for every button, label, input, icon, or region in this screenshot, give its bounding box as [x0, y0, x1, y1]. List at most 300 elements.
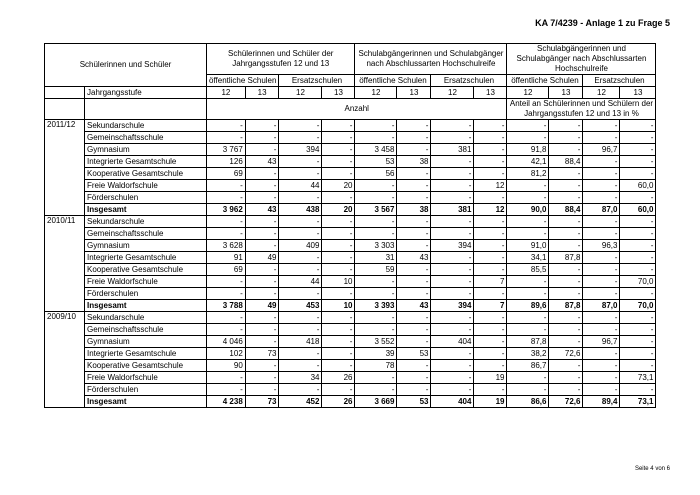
value-cell: -	[583, 384, 620, 396]
value-cell: -	[322, 384, 355, 396]
value-cell: 43	[245, 156, 279, 168]
value-cell: -	[207, 288, 246, 300]
value-cell: 38	[397, 204, 431, 216]
value-cell: -	[583, 228, 620, 240]
value-cell: -	[207, 120, 246, 132]
value-cell: 87,8	[507, 336, 549, 348]
value-cell: 381	[431, 144, 474, 156]
subgroup-public: öffentliche Schulen	[355, 75, 431, 87]
value-cell: 88,4	[549, 204, 583, 216]
value-cell: -	[322, 144, 355, 156]
value-cell: -	[549, 324, 583, 336]
value-cell: -	[245, 264, 279, 276]
value-cell: -	[207, 372, 246, 384]
value-cell: 452	[279, 396, 322, 408]
value-cell: 96,7	[583, 144, 620, 156]
value-cell: -	[245, 216, 279, 228]
table-row	[45, 228, 656, 240]
subgroup-private: Ersatzschulen	[279, 75, 355, 87]
value-cell: 86,7	[507, 360, 549, 372]
unit-row	[45, 99, 656, 120]
value-cell: -	[474, 348, 507, 360]
school-year: 2009/10	[45, 312, 85, 408]
school-type-label: Freie Waldorfschule	[85, 180, 207, 192]
value-cell: -	[322, 252, 355, 264]
value-cell: 91,0	[507, 240, 549, 252]
value-cell: -	[397, 180, 431, 192]
school-type-label: Freie Waldorfschule	[85, 372, 207, 384]
table-row	[45, 360, 656, 372]
value-cell: -	[549, 240, 583, 252]
value-cell: -	[207, 216, 246, 228]
table-row	[45, 288, 656, 300]
value-cell: -	[397, 384, 431, 396]
value-cell: -	[279, 264, 322, 276]
value-cell: 12	[474, 180, 507, 192]
value-cell: -	[397, 336, 431, 348]
value-cell: -	[474, 216, 507, 228]
school-type-label: Kooperative Gesamtschule	[85, 168, 207, 180]
value-cell: -	[397, 312, 431, 324]
value-cell: -	[397, 360, 431, 372]
value-cell: -	[583, 264, 620, 276]
value-cell: 70,0	[620, 300, 656, 312]
value-cell: -	[431, 288, 474, 300]
unit-anteil: Anteil an Schülerinnen und Schülern der Jahrgangsstufen 12 und 13 in %	[507, 99, 656, 120]
value-cell: -	[397, 192, 431, 204]
value-cell: 3 628	[207, 240, 246, 252]
value-cell: -	[397, 132, 431, 144]
school-type-label: Insgesamt	[85, 204, 207, 216]
school-type-label: Insgesamt	[85, 300, 207, 312]
table-row	[45, 156, 656, 168]
value-cell: -	[583, 192, 620, 204]
value-cell: 85,5	[507, 264, 549, 276]
value-cell: -	[431, 324, 474, 336]
value-cell: -	[549, 120, 583, 132]
statistics-table	[44, 43, 656, 408]
jahrgangsstufe-label: Jahrgangsstufe	[85, 87, 207, 99]
value-cell: -	[322, 132, 355, 144]
value-cell: 3 303	[355, 240, 397, 252]
school-type-label: Förderschulen	[85, 384, 207, 396]
value-cell: 10	[322, 300, 355, 312]
value-cell: -	[620, 120, 656, 132]
value-cell: -	[279, 312, 322, 324]
value-cell: 87,8	[549, 252, 583, 264]
value-cell: -	[355, 132, 397, 144]
value-cell: -	[322, 240, 355, 252]
corner-label: Schülerinnen und Schüler	[45, 44, 207, 87]
value-cell: -	[620, 252, 656, 264]
grade-12: 12	[279, 87, 322, 99]
value-cell: 4 046	[207, 336, 246, 348]
empty-cell	[45, 87, 85, 99]
value-cell: 69	[207, 264, 246, 276]
value-cell: -	[397, 216, 431, 228]
value-cell: 91	[207, 252, 246, 264]
value-cell: -	[245, 312, 279, 324]
table-row	[45, 240, 656, 252]
value-cell: -	[322, 324, 355, 336]
value-cell: -	[245, 324, 279, 336]
value-cell: -	[397, 120, 431, 132]
value-cell: 39	[355, 348, 397, 360]
value-cell: -	[355, 216, 397, 228]
value-cell: -	[507, 192, 549, 204]
value-cell: -	[431, 276, 474, 288]
school-type-label: Insgesamt	[85, 396, 207, 408]
value-cell: -	[279, 348, 322, 360]
value-cell: -	[507, 372, 549, 384]
total-row	[45, 204, 656, 216]
value-cell: -	[549, 312, 583, 324]
value-cell: -	[279, 252, 322, 264]
value-cell: -	[245, 120, 279, 132]
value-cell: -	[583, 156, 620, 168]
value-cell: -	[355, 372, 397, 384]
value-cell: -	[474, 168, 507, 180]
value-cell: -	[620, 264, 656, 276]
value-cell: -	[431, 348, 474, 360]
table-row	[45, 168, 656, 180]
value-cell: 88,4	[549, 156, 583, 168]
value-cell: -	[583, 252, 620, 264]
value-cell: -	[474, 132, 507, 144]
table-row	[45, 276, 656, 288]
value-cell: -	[507, 216, 549, 228]
value-cell: 53	[355, 156, 397, 168]
value-cell: -	[245, 372, 279, 384]
value-cell: -	[207, 132, 246, 144]
value-cell: -	[322, 288, 355, 300]
value-cell: 87,0	[583, 300, 620, 312]
grade-header-row	[45, 87, 656, 99]
value-cell: -	[507, 132, 549, 144]
total-row	[45, 300, 656, 312]
value-cell: 90	[207, 360, 246, 372]
school-type-label: Förderschulen	[85, 192, 207, 204]
value-cell: -	[397, 324, 431, 336]
school-year: 2010/11	[45, 216, 85, 312]
value-cell: -	[474, 144, 507, 156]
unit-anzahl: Anzahl	[207, 99, 507, 120]
value-cell: -	[507, 276, 549, 288]
value-cell: -	[431, 156, 474, 168]
value-cell: -	[474, 384, 507, 396]
value-cell: 38	[397, 156, 431, 168]
value-cell: -	[474, 228, 507, 240]
value-cell: -	[322, 216, 355, 228]
value-cell: -	[549, 180, 583, 192]
value-cell: -	[279, 360, 322, 372]
value-cell: 394	[431, 240, 474, 252]
value-cell: 89,4	[583, 396, 620, 408]
value-cell: -	[355, 228, 397, 240]
value-cell: -	[583, 180, 620, 192]
value-cell: -	[431, 228, 474, 240]
value-cell: -	[507, 312, 549, 324]
value-cell: 394	[279, 144, 322, 156]
value-cell: -	[549, 132, 583, 144]
table-row	[45, 324, 656, 336]
value-cell: 12	[474, 204, 507, 216]
value-cell: 44	[279, 180, 322, 192]
value-cell: -	[397, 288, 431, 300]
value-cell: 38,2	[507, 348, 549, 360]
value-cell: -	[279, 168, 322, 180]
value-cell: 7	[474, 300, 507, 312]
value-cell: 418	[279, 336, 322, 348]
value-cell: 53	[397, 348, 431, 360]
value-cell: -	[583, 120, 620, 132]
value-cell: -	[207, 324, 246, 336]
empty-cell	[85, 99, 207, 120]
value-cell: -	[431, 120, 474, 132]
value-cell: -	[620, 336, 656, 348]
value-cell: 96,7	[583, 336, 620, 348]
school-type-label: Gemeinschaftsschule	[85, 324, 207, 336]
value-cell: -	[322, 192, 355, 204]
value-cell: 381	[431, 204, 474, 216]
value-cell: -	[279, 384, 322, 396]
value-cell: -	[431, 384, 474, 396]
value-cell: -	[207, 228, 246, 240]
value-cell: -	[355, 288, 397, 300]
value-cell: -	[245, 132, 279, 144]
value-cell: -	[474, 336, 507, 348]
value-cell: -	[620, 348, 656, 360]
value-cell: 69	[207, 168, 246, 180]
value-cell: 43	[397, 300, 431, 312]
value-cell: -	[583, 168, 620, 180]
value-cell: -	[279, 288, 322, 300]
table-row	[45, 120, 656, 132]
value-cell: -	[322, 264, 355, 276]
value-cell: 70,0	[620, 276, 656, 288]
value-cell: -	[583, 312, 620, 324]
table-row	[45, 336, 656, 348]
empty-cell	[45, 99, 85, 120]
value-cell: 394	[431, 300, 474, 312]
school-type-label: Freie Waldorfschule	[85, 276, 207, 288]
value-cell: -	[474, 324, 507, 336]
value-cell: -	[355, 384, 397, 396]
value-cell: -	[207, 192, 246, 204]
value-cell: -	[620, 312, 656, 324]
value-cell: 91,8	[507, 144, 549, 156]
value-cell: -	[549, 168, 583, 180]
value-cell: 3 552	[355, 336, 397, 348]
value-cell: -	[620, 288, 656, 300]
value-cell: 34,1	[507, 252, 549, 264]
value-cell: -	[279, 192, 322, 204]
value-cell: -	[207, 276, 246, 288]
page-number: Seite 4 von 6	[634, 466, 670, 472]
grade-13: 13	[474, 87, 507, 99]
value-cell: 86,6	[507, 396, 549, 408]
school-type-label: Sekundarschule	[85, 120, 207, 132]
value-cell: -	[207, 312, 246, 324]
value-cell: -	[549, 384, 583, 396]
school-type-label: Kooperative Gesamtschule	[85, 360, 207, 372]
value-cell: 19	[474, 396, 507, 408]
value-cell: 73,1	[620, 372, 656, 384]
value-cell: -	[322, 120, 355, 132]
value-cell: 453	[279, 300, 322, 312]
grade-13: 13	[245, 87, 279, 99]
value-cell: -	[549, 216, 583, 228]
value-cell: -	[620, 324, 656, 336]
value-cell: 87,8	[549, 300, 583, 312]
value-cell: -	[279, 120, 322, 132]
value-cell: -	[322, 360, 355, 372]
value-cell: -	[507, 228, 549, 240]
value-cell: -	[245, 384, 279, 396]
subgroup-private: Ersatzschulen	[431, 75, 507, 87]
value-cell: 49	[245, 300, 279, 312]
subgroup-private: Ersatzschulen	[583, 75, 656, 87]
value-cell: -	[549, 276, 583, 288]
value-cell: -	[474, 120, 507, 132]
value-cell: 59	[355, 264, 397, 276]
value-cell: -	[355, 276, 397, 288]
value-cell: 26	[322, 396, 355, 408]
value-cell: -	[583, 372, 620, 384]
value-cell: 34	[279, 372, 322, 384]
value-cell: -	[549, 264, 583, 276]
value-cell: 3 669	[355, 396, 397, 408]
table-row	[45, 264, 656, 276]
value-cell: 60,0	[620, 204, 656, 216]
school-type-label: Sekundarschule	[85, 216, 207, 228]
value-cell: 26	[322, 372, 355, 384]
value-cell: -	[245, 336, 279, 348]
school-type-label: Kooperative Gesamtschule	[85, 264, 207, 276]
value-cell: -	[431, 264, 474, 276]
value-cell: -	[620, 156, 656, 168]
table-row	[45, 132, 656, 144]
value-cell: -	[549, 372, 583, 384]
value-cell: -	[245, 228, 279, 240]
school-type-label: Integrierte Gesamtschule	[85, 348, 207, 360]
value-cell: 19	[474, 372, 507, 384]
value-cell: 404	[431, 336, 474, 348]
value-cell: -	[583, 324, 620, 336]
value-cell: 3 458	[355, 144, 397, 156]
total-row	[45, 396, 656, 408]
value-cell: 3 567	[355, 204, 397, 216]
value-cell: -	[620, 132, 656, 144]
value-cell: -	[583, 216, 620, 228]
value-cell: 20	[322, 180, 355, 192]
value-cell: -	[431, 360, 474, 372]
value-cell: 43	[397, 252, 431, 264]
school-year: 2011/12	[45, 120, 85, 216]
value-cell: -	[397, 240, 431, 252]
value-cell: 53	[397, 396, 431, 408]
value-cell: -	[620, 192, 656, 204]
value-cell: -	[245, 288, 279, 300]
value-cell: 126	[207, 156, 246, 168]
value-cell: -	[397, 168, 431, 180]
grade-12: 12	[207, 87, 246, 99]
school-type-label: Sekundarschule	[85, 312, 207, 324]
value-cell: -	[474, 252, 507, 264]
value-cell: -	[583, 276, 620, 288]
grade-13: 13	[549, 87, 583, 99]
value-cell: 56	[355, 168, 397, 180]
value-cell: -	[431, 132, 474, 144]
table-row	[45, 216, 656, 228]
value-cell: 78	[355, 360, 397, 372]
school-type-label: Integrierte Gesamtschule	[85, 156, 207, 168]
value-cell: -	[474, 156, 507, 168]
value-cell: -	[431, 312, 474, 324]
value-cell: -	[397, 264, 431, 276]
value-cell: -	[397, 228, 431, 240]
subgroup-public: öffentliche Schulen	[507, 75, 583, 87]
grade-12: 12	[431, 87, 474, 99]
value-cell: -	[355, 324, 397, 336]
value-cell: 73,1	[620, 396, 656, 408]
value-cell: 404	[431, 396, 474, 408]
school-type-label: Integrierte Gesamtschule	[85, 252, 207, 264]
grade-12: 12	[583, 87, 620, 99]
value-cell: -	[474, 288, 507, 300]
value-cell: -	[583, 360, 620, 372]
value-cell: -	[245, 240, 279, 252]
table-row	[45, 180, 656, 192]
value-cell: -	[245, 168, 279, 180]
value-cell: -	[474, 360, 507, 372]
value-cell: -	[474, 312, 507, 324]
value-cell: 89,6	[507, 300, 549, 312]
value-cell: -	[322, 336, 355, 348]
value-cell: 87,0	[583, 204, 620, 216]
group-header-students: Schülerinnen und Schüler der Jahrgangsstufen 12 und 13	[207, 44, 355, 75]
value-cell: -	[549, 336, 583, 348]
value-cell: -	[549, 192, 583, 204]
value-cell: -	[245, 144, 279, 156]
value-cell: -	[245, 180, 279, 192]
value-cell: -	[397, 276, 431, 288]
value-cell: -	[431, 192, 474, 204]
value-cell: 43	[245, 204, 279, 216]
value-cell: -	[620, 240, 656, 252]
value-cell: -	[507, 288, 549, 300]
value-cell: -	[620, 216, 656, 228]
value-cell: -	[549, 144, 583, 156]
value-cell: 96,3	[583, 240, 620, 252]
school-type-label: Gymnasium	[85, 144, 207, 156]
value-cell: -	[322, 156, 355, 168]
value-cell: 73	[245, 348, 279, 360]
value-cell: -	[549, 228, 583, 240]
table-row	[45, 144, 656, 156]
value-cell: -	[279, 132, 322, 144]
table-row	[45, 372, 656, 384]
value-cell: -	[620, 360, 656, 372]
value-cell: -	[279, 324, 322, 336]
grade-13: 13	[620, 87, 656, 99]
value-cell: 44	[279, 276, 322, 288]
value-cell: -	[507, 384, 549, 396]
school-type-label: Gemeinschaftsschule	[85, 132, 207, 144]
value-cell: -	[474, 192, 507, 204]
value-cell: -	[431, 216, 474, 228]
value-cell: -	[620, 384, 656, 396]
